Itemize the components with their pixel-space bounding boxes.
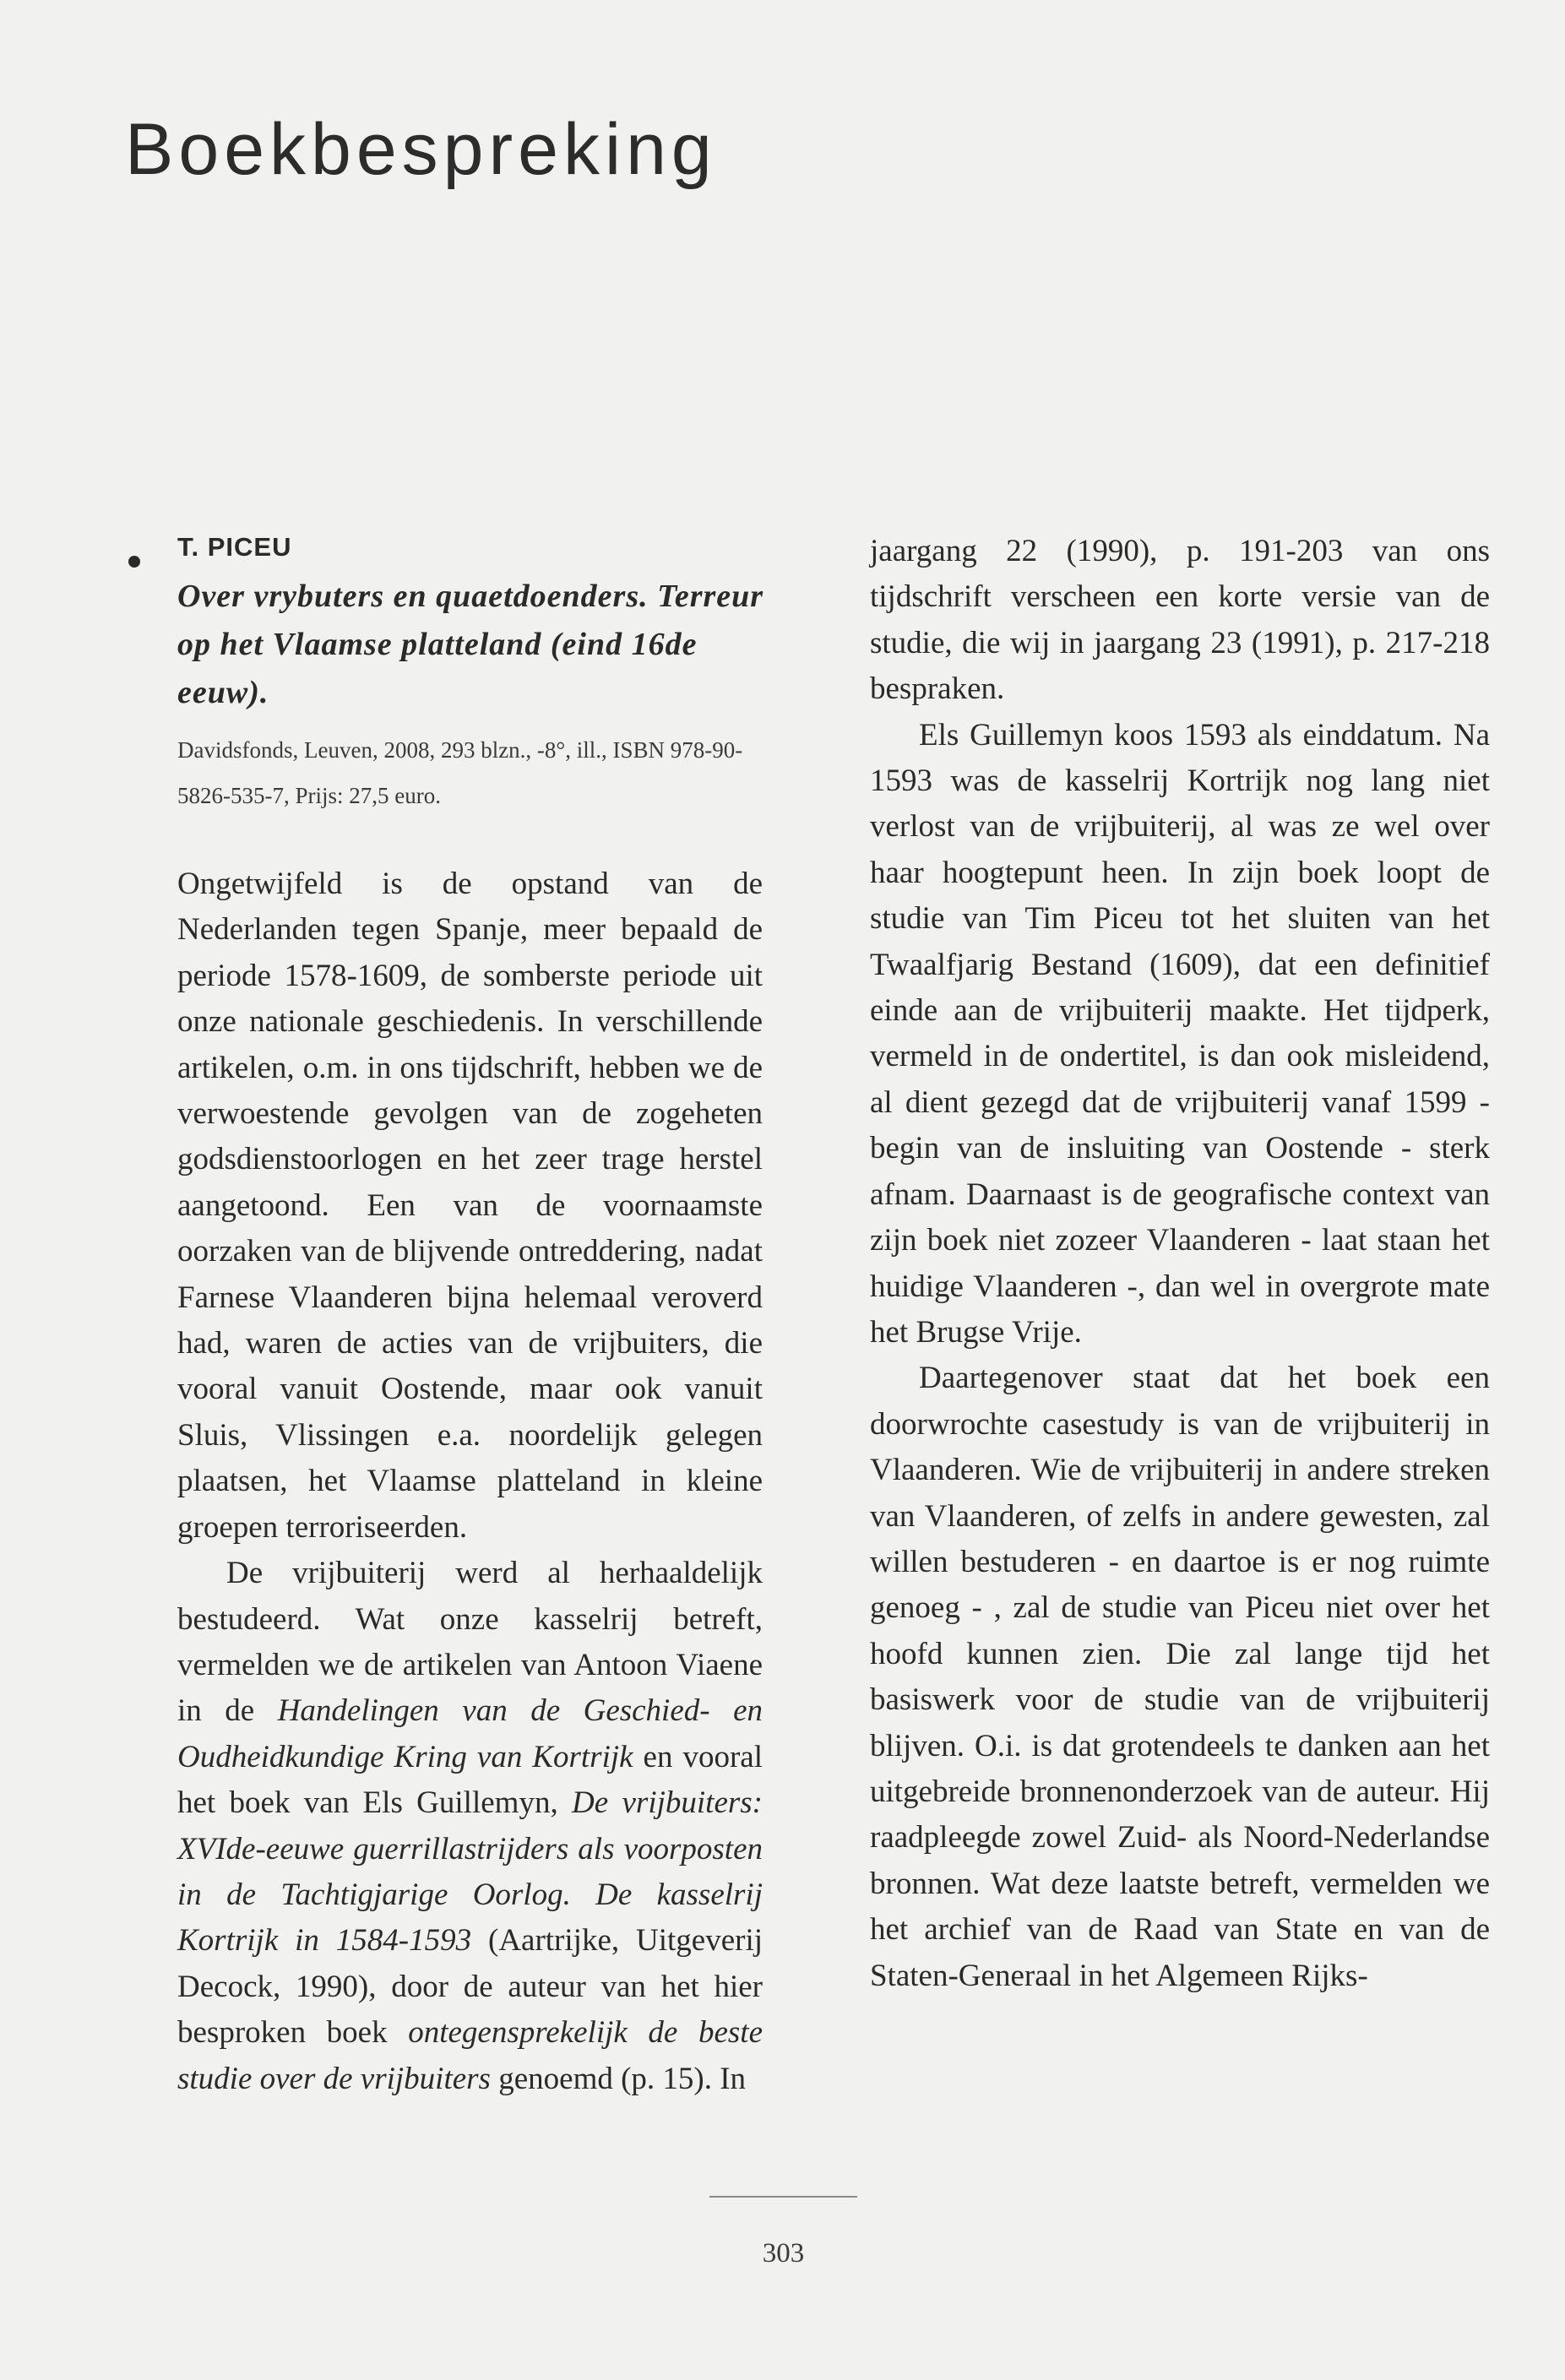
paragraph-3: jaargang 22 (1990), p. 191-203 van ons tijdschrift verscheen een korte versie van de studie, die wij in jaargang 23 (1991), p. 217-218 bespraken.	[870, 534, 1490, 707]
paragraph-5: Daartegenover staat dat het boek een doorwrochte casestudy is van de vrijbuiterij in Vlaanderen. Wie de vrijbuiterij in andere streken van Vlaanderen, of zelfs in andere gewesten, zal willen bestuderen - en daartoe is er nog ruimte genoeg - , zal de studie van Piceu niet over het hoofd kunnen zien. Die zal lange tijd het basiswerk voor de studie van de vrijbuiterij blijven. O.i. is dat grotendeels te danken aan het uitgebreide bronnenonderzoek van de auteur. Hij raadpleegde zowel Zuid- als Noord-Nederlandse bronnen. Wat deze laatste betreft, vermelden we het archief van de Raad van State en van de Staten-Generaal in het Algemeen Rijks-	[870, 1361, 1490, 1993]
paragraph-2-text-b: en vooral het boek van Els Guillemyn,	[177, 1739, 763, 1821]
paragraph-2-text-a: De vrijbuiterij werd al herhaaldelijk bestudeerd. Wat onze kasselrij betreft, vermelden we de artikelen van Antoon Viaene in de	[177, 1556, 763, 1729]
cited-book-title: De vrijbuiters: XVIde-eeuwe guerrillastrijders als voorposten in de Tachtigjarige Oorlog. De kasselrij Kortrijk in 1584-1593	[177, 1785, 763, 1959]
right-column	[870, 529, 1490, 1999]
bullet-icon	[128, 556, 140, 568]
journal-title: Handelingen van de Geschied- en Oudheidkundige Kring van Kortrijk	[177, 1693, 763, 1774]
footer-divider	[709, 2196, 857, 2198]
page-title: Boekbespreking	[125, 109, 717, 190]
paragraph-1: Ongetwijfeld is de opstand van de Nederlanden tegen Spanje, meer bepaald de periode 1578-1609, de somberste periode uit onze nationale geschiedenis. In verschillende artikelen, o.m. in ons tijdschrift, hebben we de verwoestende gevolgen van de zogeheten godsdienstoorlogen en het zeer trage herstel aangetoond. Een van de voornaamste oorzaken van de blijvende ontreddering, nadat Farnese Vlaanderen bijna helemaal veroverd had, waren de acties van de vrijbuiters, die vooral vanuit Oostende, maar ook vanuit Sluis, Vlissingen e.a. noordelijk gelegen plaatsen, het Vlaamse platteland in kleine groepen terroriseerden.	[177, 867, 763, 1545]
quoted-phrase: ontegensprekelijk de beste studie over de vrijbuiters	[177, 2015, 763, 2096]
review-header	[177, 532, 769, 818]
paragraph-4: Els Guillemyn koos 1593 als einddatum. Na 1593 was de kasselrij Kortrijk nog lang niet verlost van de vrijbuiterij, al was ze wel over haar hoogtepunt heen. In zijn boek loopt de studie van Tim Piceu tot het sluiten van het Twaalfjarig Bestand (1609), dat een definitief einde aan de vrijbuiterij maakte. Het tijdperk, vermeld in de ondertitel, is dan ook misleidend, al dient gezegd dat de vrijbuiterij vanaf 1599 - begin van de insluiting van Oostende - sterk afnam. Daarnaast is de geografische context van zijn boek niet zozeer Vlaanderen - laat staan het huidige Vlaanderen -, dan wel in overgrote mate het Brugse Vrije.	[870, 717, 1490, 1350]
paragraph-2-text-d: genoemd (p. 15). In	[490, 2061, 747, 2096]
paragraph-2	[177, 1551, 763, 2102]
paragraph-2-text-c: (Aartrijke, Uitgeverij Decock, 1990), door de auteur van het hier besproken boek	[177, 1923, 763, 2051]
publication-details: Davidsfonds, Leuven, 2008, 293 blzn., -8°, ill., ISBN 978-90-5826-535-7, Prijs: 27,5 euro.	[177, 737, 743, 808]
review-author: T. PICEU	[177, 532, 292, 562]
left-column	[177, 861, 763, 2102]
page-number: 303	[762, 2238, 805, 2269]
reviewed-book-title: Over vrybuters en quaetdoenders. Terreur op het Vlaamse platteland (eind 16de eeuw).	[177, 579, 764, 710]
